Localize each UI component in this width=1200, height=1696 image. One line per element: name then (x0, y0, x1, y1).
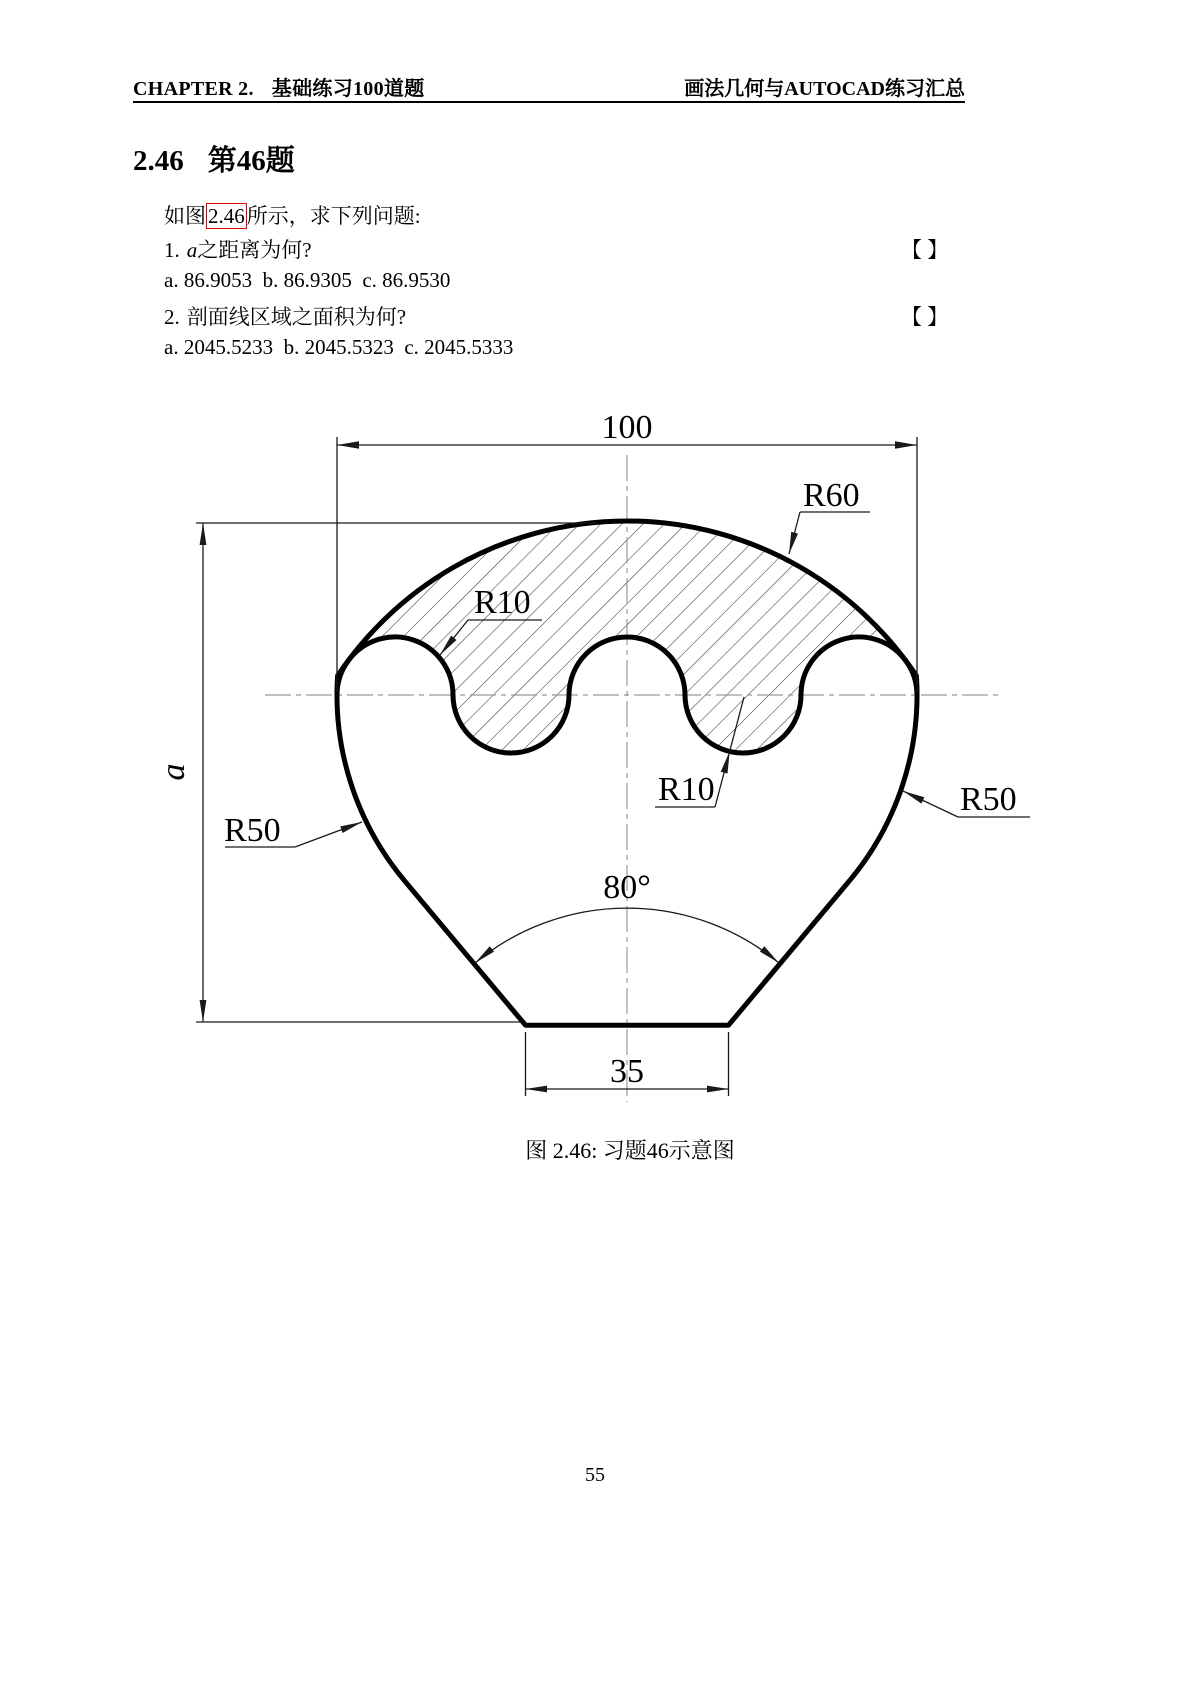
question-1-variable: a (186, 238, 198, 262)
header-chapter-label: CHAPTER 2. (133, 78, 254, 100)
arrowhead (721, 751, 730, 773)
arrowhead (895, 441, 917, 449)
intro-suffix: 所示，求下列问题: (246, 204, 421, 228)
leader-r60 (789, 512, 870, 554)
question-2-options: a. 2045.5233 b. 2045.5323 c. 2045.5333 (164, 335, 514, 359)
dim-label-height-a: a (155, 763, 192, 781)
dim-label-angle: 80° (603, 869, 651, 906)
arrowhead (340, 822, 362, 833)
dim-label-overall-width: 100 (601, 409, 653, 446)
page-number: 55 (585, 1464, 605, 1486)
question-2-answer-bracket: 【 】 (901, 305, 949, 329)
intro-prefix: 如图 (164, 204, 206, 228)
arrowhead (200, 1000, 207, 1022)
section-number: 2.46 (133, 145, 184, 177)
arrowhead (707, 1086, 729, 1093)
dim-label-r50-right: R50 (960, 781, 1017, 818)
arrowhead (903, 791, 924, 804)
dim-label-r10-top: R10 (474, 584, 531, 621)
header-chapter-title: 基础练习100道题 (271, 78, 425, 100)
question-1-text: 之距离为何? (197, 238, 312, 262)
dim-label-r50-left: R50 (224, 812, 281, 849)
arrowhead (526, 1086, 548, 1093)
figure-caption: 图 2.46: 习题46示意图 (525, 1138, 735, 1163)
arrowhead (760, 946, 779, 963)
arrowhead (475, 946, 494, 963)
question-1-options: a. 86.9053 b. 86.9305 c. 86.9530 (164, 268, 451, 292)
figure-reference-link[interactable]: 2.46 (208, 204, 245, 228)
dim-label-r10-bottom: R10 (658, 771, 715, 808)
arrowhead (200, 523, 207, 545)
arrowhead (337, 441, 359, 449)
dim-label-r60: R60 (803, 477, 860, 514)
arrowhead (789, 532, 798, 554)
section-title: 第46题 (207, 145, 295, 177)
question-1-answer-bracket: 【 】 (901, 238, 949, 262)
question-2-number: 2. (164, 305, 180, 329)
question-2-text: 剖面线区域之面积为何? (186, 305, 407, 329)
question-1-number: 1. (164, 238, 180, 262)
dim-label-bottom-width: 35 (610, 1053, 644, 1090)
header-book-title: 画法几何与AUTOCAD练习汇总 (684, 78, 965, 100)
